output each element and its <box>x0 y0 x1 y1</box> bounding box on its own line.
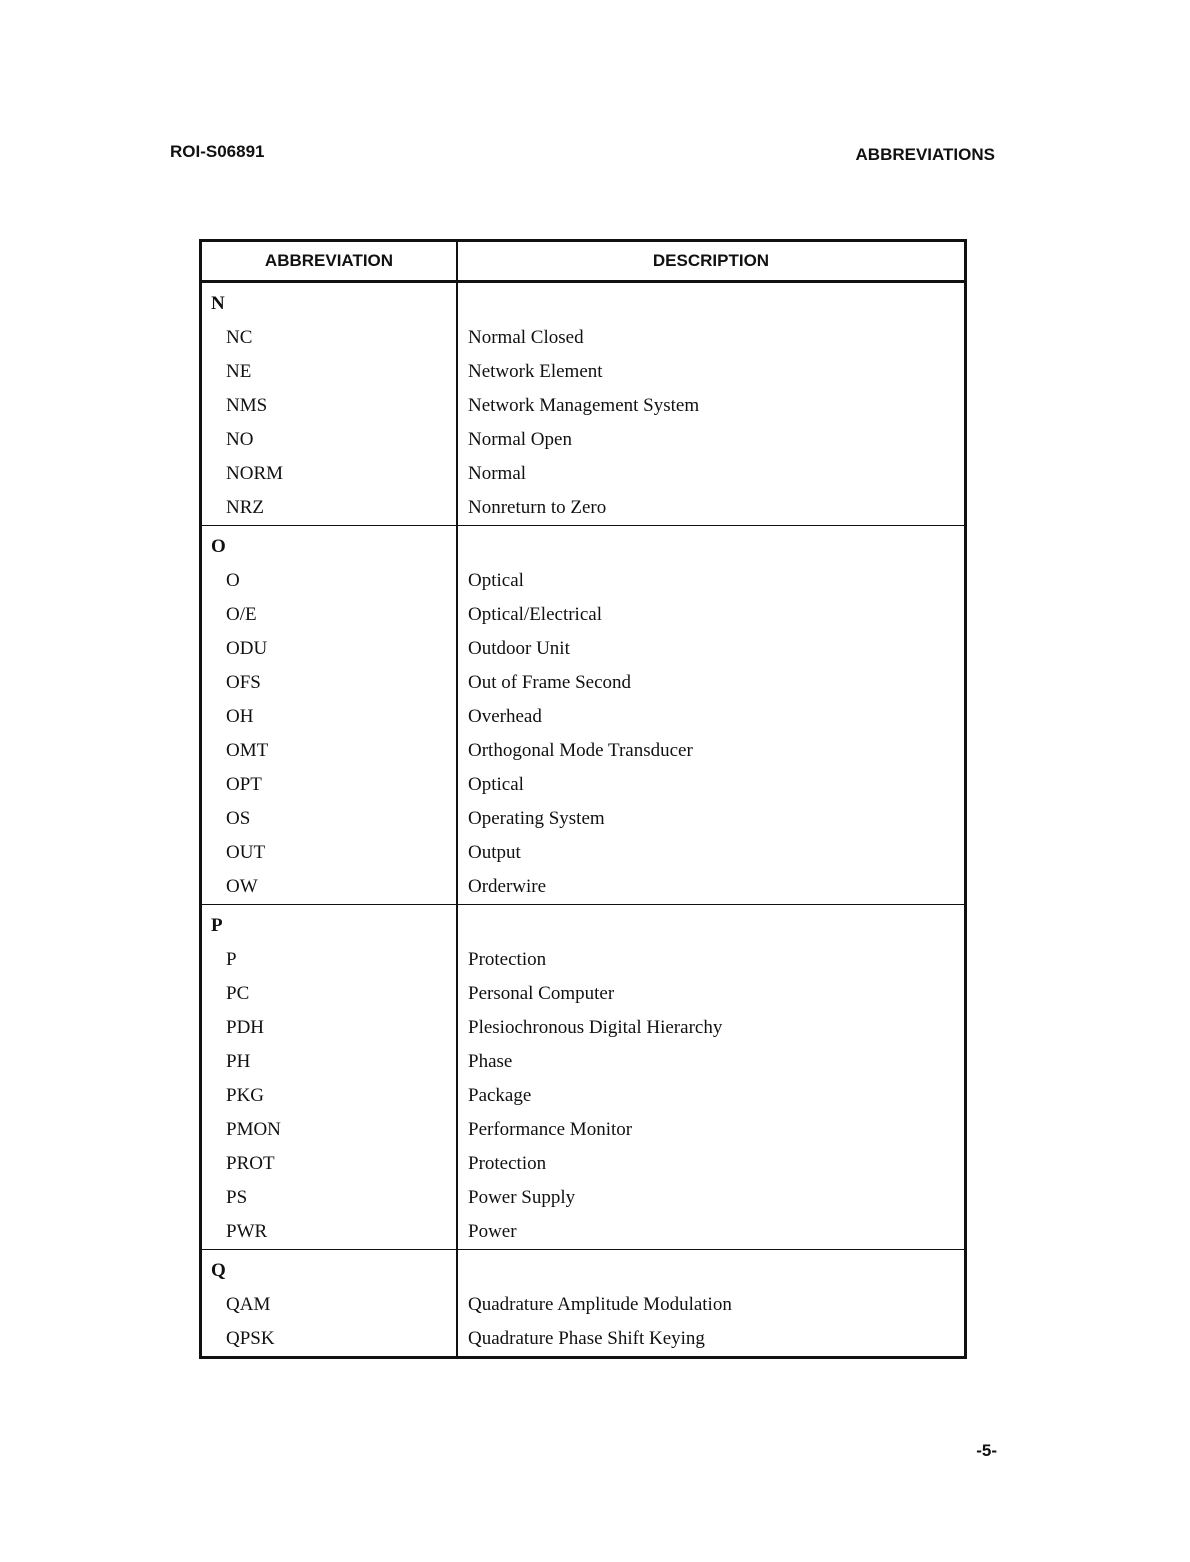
abbreviation-text: NORM <box>226 463 284 484</box>
abbreviation-text: PC <box>226 983 250 1004</box>
description-text: Power <box>468 1221 517 1242</box>
abbreviation-text: OPT <box>226 774 262 795</box>
group-letter: N <box>211 293 225 314</box>
description-text: Normal Open <box>468 429 572 450</box>
description-text: Personal Computer <box>468 983 615 1004</box>
description-text: Network Management System <box>468 395 700 416</box>
abbreviation-text: NO <box>226 429 254 450</box>
abbreviation-cell <box>202 905 458 1249</box>
abbreviation-text: ODU <box>226 638 268 659</box>
abbreviation-cell <box>202 283 458 525</box>
abbreviation-text: PMON <box>226 1119 281 1140</box>
description-text: Nonreturn to Zero <box>468 497 607 518</box>
abbreviation-text: OS <box>226 808 251 829</box>
group-letter-spacer <box>458 909 964 943</box>
description-cell <box>458 526 964 904</box>
description-text: Phase <box>468 1051 513 1072</box>
abbreviation-text: OUT <box>226 842 266 863</box>
abbreviation-cell <box>202 1250 458 1356</box>
description-text: Quadrature Phase Shift Keying <box>468 1328 705 1349</box>
column-header-description: DESCRIPTION <box>652 251 770 270</box>
description-text: Out of Frame Second <box>468 672 632 693</box>
abbreviations-table <box>199 239 967 1359</box>
description-text: Optical/Electrical <box>468 604 602 625</box>
abbreviation-text: OW <box>226 876 258 897</box>
abbreviation-text: PH <box>226 1051 251 1072</box>
group-letter: O <box>211 536 226 557</box>
abbreviation-text: PKG <box>226 1085 265 1106</box>
description-text: Operating System <box>468 808 605 829</box>
letter-group <box>202 905 964 1250</box>
document-id: ROI-S06891 <box>170 142 265 161</box>
description-cell <box>458 1250 964 1356</box>
description-text: Network Element <box>468 361 603 382</box>
letter-group <box>202 1250 964 1356</box>
letter-group <box>202 526 964 905</box>
section-title: ABBREVIATIONS <box>855 145 995 164</box>
abbreviation-text: PS <box>226 1187 248 1208</box>
description-text: Overhead <box>468 706 542 727</box>
abbreviation-text: NMS <box>226 395 268 416</box>
abbreviation-text: PDH <box>226 1017 265 1038</box>
description-text: Normal Closed <box>468 327 584 348</box>
description-cell <box>458 283 964 525</box>
description-text: Protection <box>468 949 547 970</box>
group-letter-spacer <box>458 287 964 321</box>
abbreviation-text: OFS <box>226 672 261 693</box>
letter-group <box>202 283 964 526</box>
description-text: Performance Monitor <box>468 1119 633 1140</box>
abbreviation-text: O <box>226 570 240 591</box>
group-letter-spacer <box>458 1254 964 1288</box>
abbreviation-text: QPSK <box>226 1328 275 1349</box>
abbreviation-text: OH <box>226 706 254 727</box>
description-text: Normal <box>468 463 527 484</box>
group-letter: Q <box>211 1260 226 1281</box>
description-text: Power Supply <box>468 1187 576 1208</box>
abbreviation-text: NC <box>226 327 253 348</box>
description-text: Plesiochronous Digital Hierarchy <box>468 1017 723 1038</box>
description-text: Protection <box>468 1153 547 1174</box>
description-text: Package <box>468 1085 532 1106</box>
abbreviation-text: QAM <box>226 1294 271 1315</box>
abbreviation-text: PWR <box>226 1221 268 1242</box>
description-text: Output <box>468 842 521 863</box>
description-text: Optical <box>468 570 524 591</box>
table-header <box>202 242 964 283</box>
description-text: Outdoor Unit <box>468 638 570 659</box>
abbreviation-text: OMT <box>226 740 269 761</box>
abbreviation-cell <box>202 526 458 904</box>
description-cell <box>458 905 964 1249</box>
description-text: Orthogonal Mode Transducer <box>468 740 693 761</box>
abbreviation-text: NRZ <box>226 497 264 518</box>
description-text: Orderwire <box>468 876 547 897</box>
abbreviation-text: O/E <box>226 604 257 625</box>
column-header-abbreviation: ABBREVIATION <box>202 242 458 280</box>
page-number: -5- <box>976 1441 997 1460</box>
abbreviation-text: NE <box>226 361 252 382</box>
description-text: Quadrature Amplitude Modulation <box>468 1294 732 1315</box>
abbreviation-text: PROT <box>226 1153 275 1174</box>
abbreviation-text: P <box>226 949 237 970</box>
table-body <box>202 283 964 1356</box>
group-letter: P <box>211 915 223 936</box>
description-text: Optical <box>468 774 524 795</box>
group-letter-spacer <box>458 530 964 564</box>
